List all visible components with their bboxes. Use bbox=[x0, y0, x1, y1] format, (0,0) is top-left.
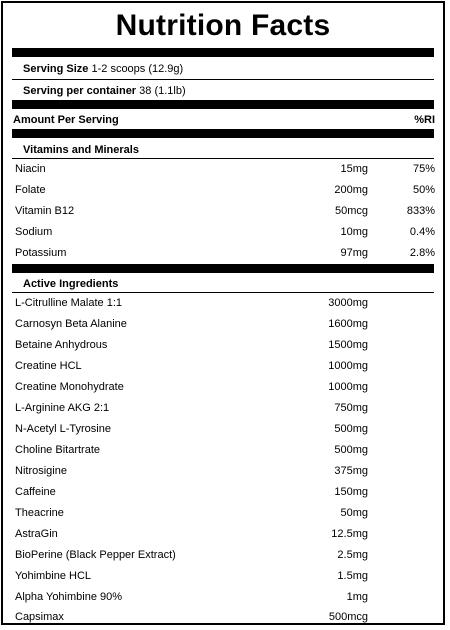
vitamin-row-niacin bbox=[3, 159, 443, 180]
nutrient-amount: 200mg bbox=[334, 184, 368, 196]
ingredient-amount: 3000mg bbox=[328, 297, 368, 309]
vitamins-heading: Vitamins and Minerals bbox=[23, 144, 139, 156]
ingredient-amount: 1mg bbox=[346, 591, 368, 603]
ingredient-amount: 1600mg bbox=[328, 318, 368, 330]
nutrient-ri: 833% bbox=[406, 205, 435, 217]
nutrition-facts-label bbox=[1, 1, 445, 625]
ingredient-amount: 2.5mg bbox=[337, 549, 368, 561]
divider-thick bbox=[12, 129, 434, 138]
ingredient-row bbox=[3, 377, 443, 398]
nutrient-ri: 0.4% bbox=[409, 226, 435, 238]
nutrient-name: Sodium bbox=[15, 226, 53, 238]
ingredient-row bbox=[3, 587, 443, 608]
nutrient-ri: 50% bbox=[412, 184, 435, 196]
ingredient-amount: 1500mg bbox=[328, 339, 368, 351]
ingredient-name: L-Arginine AKG 2:1 bbox=[15, 402, 110, 414]
nutrient-name: Niacin bbox=[15, 163, 46, 175]
amount-per-serving-label: Amount Per Serving bbox=[13, 114, 119, 126]
vitamin-row-folate bbox=[3, 180, 443, 201]
ingredient-row bbox=[3, 607, 443, 628]
ingredient-name: N-Acetyl L-Tyrosine bbox=[15, 423, 111, 435]
ingredient-row bbox=[3, 566, 443, 587]
ingredient-amount: 1000mg bbox=[328, 360, 368, 372]
ingredient-row bbox=[3, 335, 443, 356]
ingredient-amount: 500mg bbox=[334, 444, 368, 456]
nutrient-ri: 2.8% bbox=[409, 247, 435, 259]
ingredient-amount: 500mcg bbox=[328, 611, 368, 623]
nutrient-amount: 15mg bbox=[340, 163, 368, 175]
ingredient-name: Choline Bitartrate bbox=[15, 444, 100, 456]
ingredient-name: Betaine Anhydrous bbox=[15, 339, 108, 351]
ingredient-name: Alpha Yohimbine 90% bbox=[15, 591, 123, 603]
ingredient-amount: 375mg bbox=[334, 465, 368, 477]
ingredient-name: Creatine HCL bbox=[15, 360, 82, 372]
ingredient-row bbox=[3, 293, 443, 314]
nutrient-name: Vitamin B12 bbox=[15, 205, 75, 217]
divider-thick bbox=[12, 264, 434, 273]
ingredient-name: Theacrine bbox=[15, 507, 64, 519]
nutrient-amount: 50mcg bbox=[334, 205, 368, 217]
ingredient-amount: 500mg bbox=[334, 423, 368, 435]
ingredient-name: Nitrosigine bbox=[15, 465, 67, 477]
divider-thick bbox=[12, 48, 434, 57]
ingredient-row bbox=[3, 398, 443, 419]
ingredient-name: Creatine Monohydrate bbox=[15, 381, 124, 393]
ingredient-row bbox=[3, 545, 443, 566]
ingredient-row bbox=[3, 503, 443, 524]
ingredient-name: Carnosyn Beta Alanine bbox=[15, 318, 127, 330]
ingredient-name: L-Citrulline Malate 1:1 bbox=[15, 297, 122, 309]
divider-thick bbox=[12, 100, 434, 109]
nutrient-name: Folate bbox=[15, 184, 46, 196]
vitamin-row-b12 bbox=[3, 201, 443, 222]
ingredient-amount: 1.5mg bbox=[337, 570, 368, 582]
active-ingredients-heading: Active Ingredients bbox=[23, 278, 119, 290]
ingredient-name: Yohimbine HCL bbox=[15, 570, 92, 582]
ingredient-amount: 12.5mg bbox=[331, 528, 368, 540]
nutrient-ri: 75% bbox=[412, 163, 435, 175]
nutrient-amount: 10mg bbox=[340, 226, 368, 238]
ingredient-row bbox=[3, 419, 443, 440]
ri-column-header: %RI bbox=[414, 114, 435, 126]
serving-size bbox=[23, 63, 183, 75]
nutrient-name: Potassium bbox=[15, 247, 67, 259]
ingredient-row bbox=[3, 440, 443, 461]
ingredient-name: AstraGin bbox=[15, 528, 58, 540]
label-title: Nutrition Facts bbox=[115, 9, 331, 42]
ingredient-row bbox=[3, 482, 443, 503]
ingredient-name: Caffeine bbox=[15, 486, 56, 498]
ingredient-amount: 150mg bbox=[334, 486, 368, 498]
ingredient-row bbox=[3, 356, 443, 377]
ingredient-amount: 1000mg bbox=[328, 381, 368, 393]
servings-per-container bbox=[23, 85, 186, 97]
ingredient-row bbox=[3, 314, 443, 335]
vitamin-row-potassium bbox=[3, 243, 443, 264]
ingredient-amount: 750mg bbox=[334, 402, 368, 414]
serving-size-value: 1-2 scoops (12.9g) bbox=[91, 63, 184, 75]
ingredient-name: BioPerine (Black Pepper Extract) bbox=[15, 549, 176, 561]
divider-thin bbox=[12, 79, 434, 80]
ingredient-name: Capsimax bbox=[15, 611, 64, 623]
serving-size-label: Serving Size bbox=[23, 63, 89, 75]
servings-per-container-label: Serving per container bbox=[23, 85, 137, 97]
ingredient-amount: 50mg bbox=[340, 507, 368, 519]
ingredient-row bbox=[3, 461, 443, 482]
nutrient-amount: 97mg bbox=[340, 247, 368, 259]
ingredient-row bbox=[3, 524, 443, 545]
servings-per-container-value: 38 (1.1lb) bbox=[139, 85, 186, 97]
vitamin-row-sodium bbox=[3, 222, 443, 243]
